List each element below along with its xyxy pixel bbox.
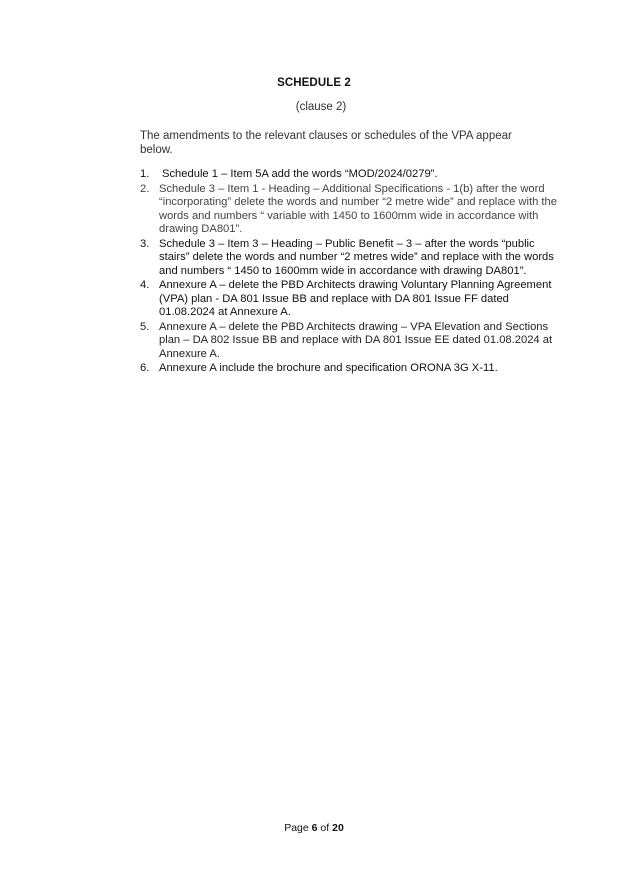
list-item-number: 3. — [140, 237, 150, 250]
list-item-text: Annexure A include the brochure and specification ORONA 3G X-11. — [159, 362, 498, 374]
list-item — [140, 183, 560, 237]
list-item-number: 6. — [140, 362, 150, 374]
amendments-list — [140, 168, 560, 376]
list-item-number: 4. — [140, 279, 150, 291]
page-total: 20 — [332, 822, 344, 834]
list-item — [140, 321, 560, 362]
list-item-number: 2. — [140, 182, 150, 195]
intro-paragraph: The amendments to the relevant clauses or schedules of the VPA appear below. — [140, 130, 512, 156]
list-item-text: Schedule 1 – Item 5A add the words “MOD/2024/0279”. — [162, 168, 438, 180]
list-item-text: Schedule 3 – Item 3 – Heading – Public Benefit – 3 – after the words “public stairs” delete the words and number “2 metres wide” and replace with the words and numbers “ 1450 to 1600mm wide in accordance with drawing DA801”. — [159, 237, 554, 277]
list-item-text: Annexure A – delete the PBD Architects drawing – VPA Elevation and Sections plan – DA 802 Issue BB and replace with DA 801 Issue EE dated 01.08.2024 at Annexure A. — [159, 320, 553, 360]
list-item-text: Schedule 3 – Item 1 - Heading – Additional Specifications - 1(b) after the word “incorporating” delete the words and number “2 metre wide” and replace with the words and numbers “ variable with 1450 to 1600mm wide in accordance with drawing DA801”. — [159, 182, 557, 235]
list-item-number: 1. — [140, 168, 150, 180]
list-item — [140, 279, 560, 320]
list-item — [140, 362, 560, 376]
page-current: 6 — [311, 822, 318, 834]
list-item — [140, 238, 560, 279]
schedule-title: SCHEDULE 2 — [277, 77, 351, 89]
page-footer — [0, 822, 628, 834]
clause-reference: (clause 2) — [295, 101, 347, 113]
list-item — [140, 168, 560, 182]
list-item-number: 5. — [140, 320, 150, 333]
page-of-label: of — [320, 822, 330, 834]
list-item-text: Annexure A – delete the PBD Architects drawing Voluntary Planning Agreement (VPA) plan - DA 801 Issue BB and replace with DA 801 Issue FF dated 01.08.2024 at Annexure A. — [159, 279, 552, 318]
page-label: Page — [284, 822, 309, 834]
